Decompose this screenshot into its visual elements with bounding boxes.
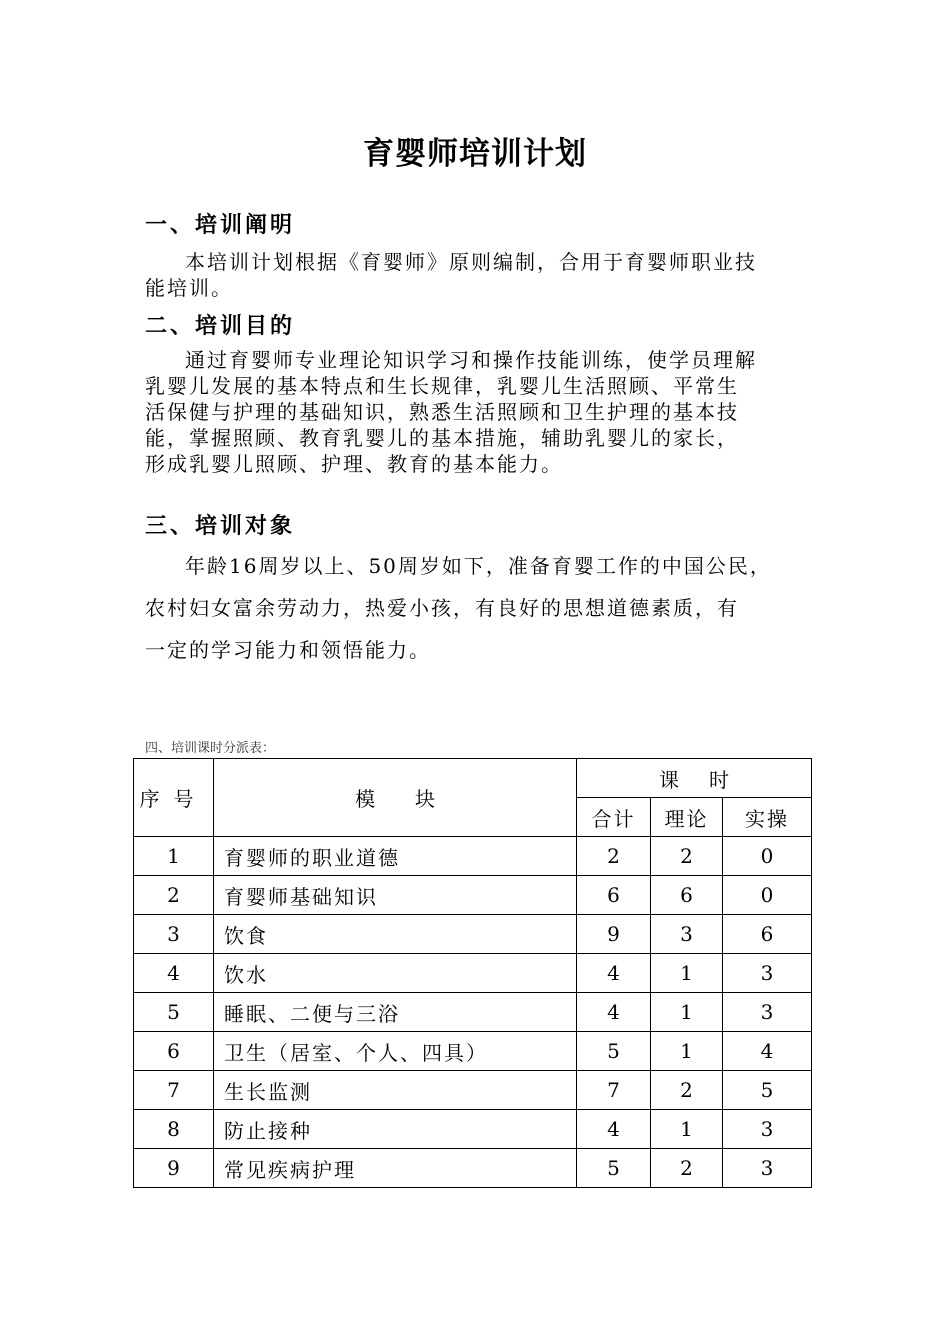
row-number: 4 xyxy=(134,954,214,993)
row-theory: 2 xyxy=(651,1149,723,1188)
paragraph-line: 形成乳婴儿照顾、护理、教育的基本能力。 xyxy=(145,452,563,476)
table-body xyxy=(134,837,812,1188)
table-row xyxy=(134,954,812,993)
row-theory: 1 xyxy=(651,954,723,993)
paragraph-line: 通过育婴师专业理论知识学习和操作技能训练，使学员理解 xyxy=(185,348,757,372)
row-module: 卫生（居室、个人、四具） xyxy=(214,1032,577,1071)
header-seq: 序号 xyxy=(134,759,214,837)
row-number: 8 xyxy=(134,1110,214,1149)
row-number: 6 xyxy=(134,1032,214,1071)
row-number: 3 xyxy=(134,915,214,954)
row-total: 2 xyxy=(577,837,651,876)
header-total: 合计 xyxy=(577,798,651,837)
row-module: 防止接种 xyxy=(214,1110,577,1149)
row-practice: 4 xyxy=(723,1032,812,1071)
header-module: 模块 xyxy=(214,759,577,837)
row-theory: 3 xyxy=(651,915,723,954)
table-row xyxy=(134,837,812,876)
table-row xyxy=(134,1071,812,1110)
row-total: 4 xyxy=(577,1110,651,1149)
row-total: 9 xyxy=(577,915,651,954)
paragraph-line: 年龄16周岁以上、50周岁如下，准备育婴工作的中国公民， xyxy=(185,554,772,578)
row-module: 常见疾病护理 xyxy=(214,1149,577,1188)
row-total: 4 xyxy=(577,954,651,993)
header-theory: 理论 xyxy=(651,798,723,837)
row-practice: 3 xyxy=(723,1110,812,1149)
row-number: 1 xyxy=(134,837,214,876)
section-audience-text xyxy=(145,545,772,671)
row-module: 生长监测 xyxy=(214,1071,577,1110)
row-number: 7 xyxy=(134,1071,214,1110)
section-heading-description: 一、培训阐明 xyxy=(145,213,296,238)
row-module: 育婴师基础知识 xyxy=(214,876,577,915)
row-module: 饮食 xyxy=(214,915,577,954)
row-practice: 3 xyxy=(723,1149,812,1188)
paragraph-line: 本培训计划根据《育婴师》原则编制，合用于育婴师职业技 xyxy=(185,250,757,274)
row-theory: 2 xyxy=(651,837,723,876)
row-theory: 2 xyxy=(651,1071,723,1110)
section-heading-audience: 三、培训对象 xyxy=(145,514,296,539)
paragraph-line: 能培训。 xyxy=(145,276,233,300)
table-row xyxy=(134,1149,812,1188)
table-row xyxy=(134,1110,812,1149)
row-theory: 1 xyxy=(651,993,723,1032)
section-heading-purpose: 二、培训目的 xyxy=(145,314,296,339)
row-practice: 3 xyxy=(723,954,812,993)
paragraph-line: 活保健与护理的基础知识，熟悉生活照顾和卫生护理的基本技 xyxy=(145,400,739,424)
paragraph-line: 农村妇女富余劳动力，热爱小孩，有良好的思想道德素质，有 xyxy=(145,596,739,620)
table-row xyxy=(134,876,812,915)
row-module: 育婴师的职业道德 xyxy=(214,837,577,876)
row-practice: 5 xyxy=(723,1071,812,1110)
row-total: 7 xyxy=(577,1071,651,1110)
row-theory: 6 xyxy=(651,876,723,915)
paragraph-line: 能，掌握照顾、教育乳婴儿的基本措施，辅助乳婴儿的家长， xyxy=(145,426,739,450)
row-total: 6 xyxy=(577,876,651,915)
table-row xyxy=(134,993,812,1032)
row-practice: 3 xyxy=(723,993,812,1032)
table-row xyxy=(134,1032,812,1071)
section-description-text xyxy=(145,249,757,301)
section-purpose-text xyxy=(145,347,757,477)
row-total: 5 xyxy=(577,1149,651,1188)
paragraph-line: 一定的学习能力和领悟能力。 xyxy=(145,638,431,662)
schedule-table xyxy=(133,758,812,1188)
row-number: 2 xyxy=(134,876,214,915)
document-title: 育婴师培训计划 xyxy=(363,136,587,172)
paragraph-line: 乳婴儿发展的基本特点和生长规律，乳婴儿生活照顾、平常生 xyxy=(145,374,739,398)
row-practice: 6 xyxy=(723,915,812,954)
table-header-row xyxy=(134,759,812,798)
table-row xyxy=(134,915,812,954)
row-total: 5 xyxy=(577,1032,651,1071)
table-caption: 四、培训课时分派表： xyxy=(145,741,276,756)
header-practice: 实操 xyxy=(723,798,812,837)
row-total: 4 xyxy=(577,993,651,1032)
row-practice: 0 xyxy=(723,876,812,915)
row-theory: 1 xyxy=(651,1110,723,1149)
row-number: 9 xyxy=(134,1149,214,1188)
row-module: 睡眠、二便与三浴 xyxy=(214,993,577,1032)
header-hours: 课时 xyxy=(577,759,812,798)
row-theory: 1 xyxy=(651,1032,723,1071)
row-module: 饮水 xyxy=(214,954,577,993)
row-practice: 0 xyxy=(723,837,812,876)
row-number: 5 xyxy=(134,993,214,1032)
